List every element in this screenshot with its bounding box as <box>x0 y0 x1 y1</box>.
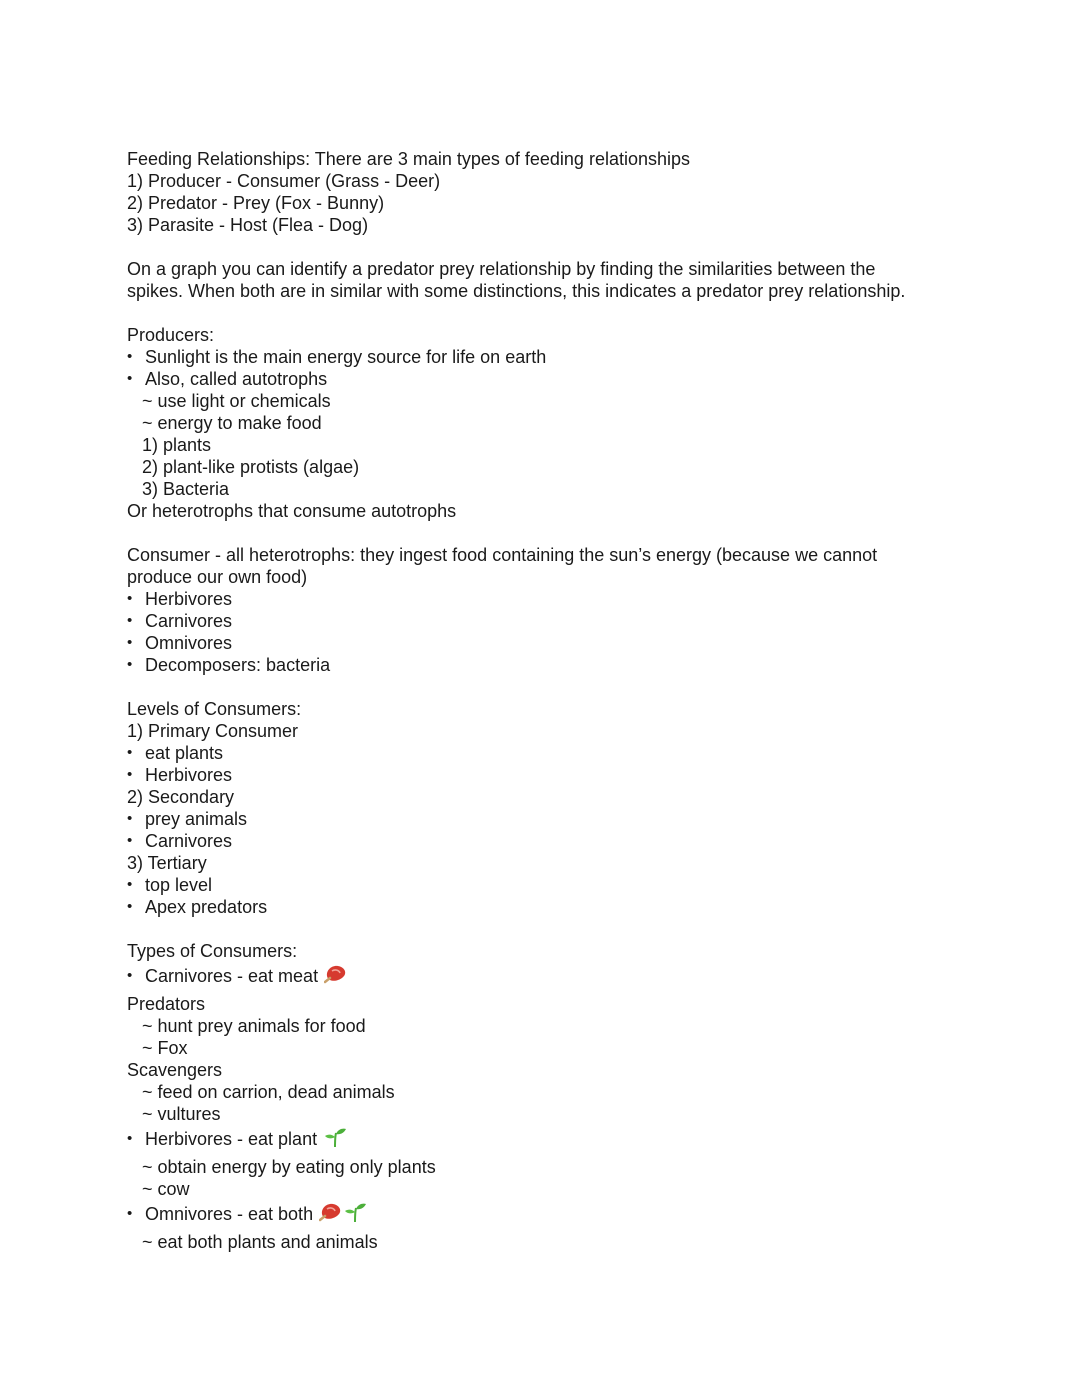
predators-sub: ~ hunt prey animals for food <box>142 1016 366 1036</box>
predators-heading: Predators <box>127 994 206 1014</box>
producers-numbered: 2) plant-like protists (algae) <box>142 457 360 477</box>
meat-icon <box>319 1201 343 1231</box>
type-carnivores <box>127 962 1007 993</box>
herbivores-sub: ~ cow <box>142 1179 190 1199</box>
producers-heading: Producers: <box>127 325 215 345</box>
feeding-item: 2) Predator - Prey (Fox - Bunny) <box>127 193 385 213</box>
level-bullet: • eat plants <box>127 742 1007 764</box>
spacer <box>127 522 1007 544</box>
level-title: 1) Primary Consumer <box>127 721 299 741</box>
producers-numbered: 1) plants <box>142 435 212 455</box>
consumer-bullet: • Omnivores <box>127 632 1007 654</box>
feeding-heading: Feeding Relationships: There are 3 main types of feeding relationships <box>127 149 691 169</box>
scavengers-sub: ~ feed on carrion, dead animals <box>142 1082 395 1102</box>
level-bullet: • Herbivores <box>127 764 1007 786</box>
level-bullet: • top level <box>127 874 1007 896</box>
levels-heading: Levels of Consumers: <box>127 699 302 719</box>
consumer-definition: produce our own food) <box>127 567 308 587</box>
consumer-bullet: • Carnivores <box>127 610 1007 632</box>
level-bullet: • Carnivores <box>127 830 1007 852</box>
level-title: 2) Secondary <box>127 787 235 807</box>
producers-bullet: • Sunlight is the main energy source for life on earth <box>127 346 1007 368</box>
type-carnivores-label: Carnivores - eat meat <box>145 966 319 986</box>
feeding-item: 1) Producer - Consumer (Grass - Deer) <box>127 171 441 191</box>
producers-numbered: 3) Bacteria <box>142 479 230 499</box>
scavengers-sub: ~ vultures <box>142 1104 221 1124</box>
producers-sub: ~ use light or chemicals <box>142 391 331 411</box>
type-herbivores-label: Herbivores - eat plant <box>145 1129 318 1149</box>
spacer <box>127 236 1007 258</box>
omnivores-sub: ~ eat both plants and animals <box>142 1232 378 1252</box>
spacer <box>127 676 1007 698</box>
meat-icon <box>324 963 348 993</box>
graph-note-line: On a graph you can identify a predator prey relationship by finding the similarities between the <box>127 259 876 279</box>
feeding-item: 3) Parasite - Host (Flea - Dog) <box>127 215 369 235</box>
producers-bullet: • Also, called autotrophs <box>127 368 1007 390</box>
herbivores-sub: ~ obtain energy by eating only plants <box>142 1157 436 1177</box>
producers-closing: Or heterotrophs that consume autotrophs <box>127 501 457 521</box>
notes-page <box>127 148 1007 1253</box>
types-heading: Types of Consumers: <box>127 941 298 961</box>
sprout-icon <box>323 1126 347 1156</box>
predators-sub: ~ Fox <box>142 1038 188 1058</box>
spacer <box>127 302 1007 324</box>
scavengers-heading: Scavengers <box>127 1060 223 1080</box>
level-title: 3) Tertiary <box>127 853 207 873</box>
type-omnivores-label: Omnivores - eat both <box>145 1204 314 1224</box>
sprout-icon <box>343 1201 367 1231</box>
type-herbivores <box>127 1125 1007 1156</box>
consumer-bullet: • Decomposers: bacteria <box>127 654 1007 676</box>
level-bullet: • Apex predators <box>127 896 1007 918</box>
consumer-bullet: • Herbivores <box>127 588 1007 610</box>
level-bullet: • prey animals <box>127 808 1007 830</box>
graph-note-line: spikes. When both are in similar with some distinctions, this indicates a predator prey relationship. <box>127 281 906 301</box>
consumer-definition: Consumer - all heterotrophs: they ingest food containing the sun’s energy (because we cannot <box>127 545 878 565</box>
spacer <box>127 918 1007 940</box>
type-omnivores <box>127 1200 1007 1231</box>
producers-sub: ~ energy to make food <box>142 413 322 433</box>
